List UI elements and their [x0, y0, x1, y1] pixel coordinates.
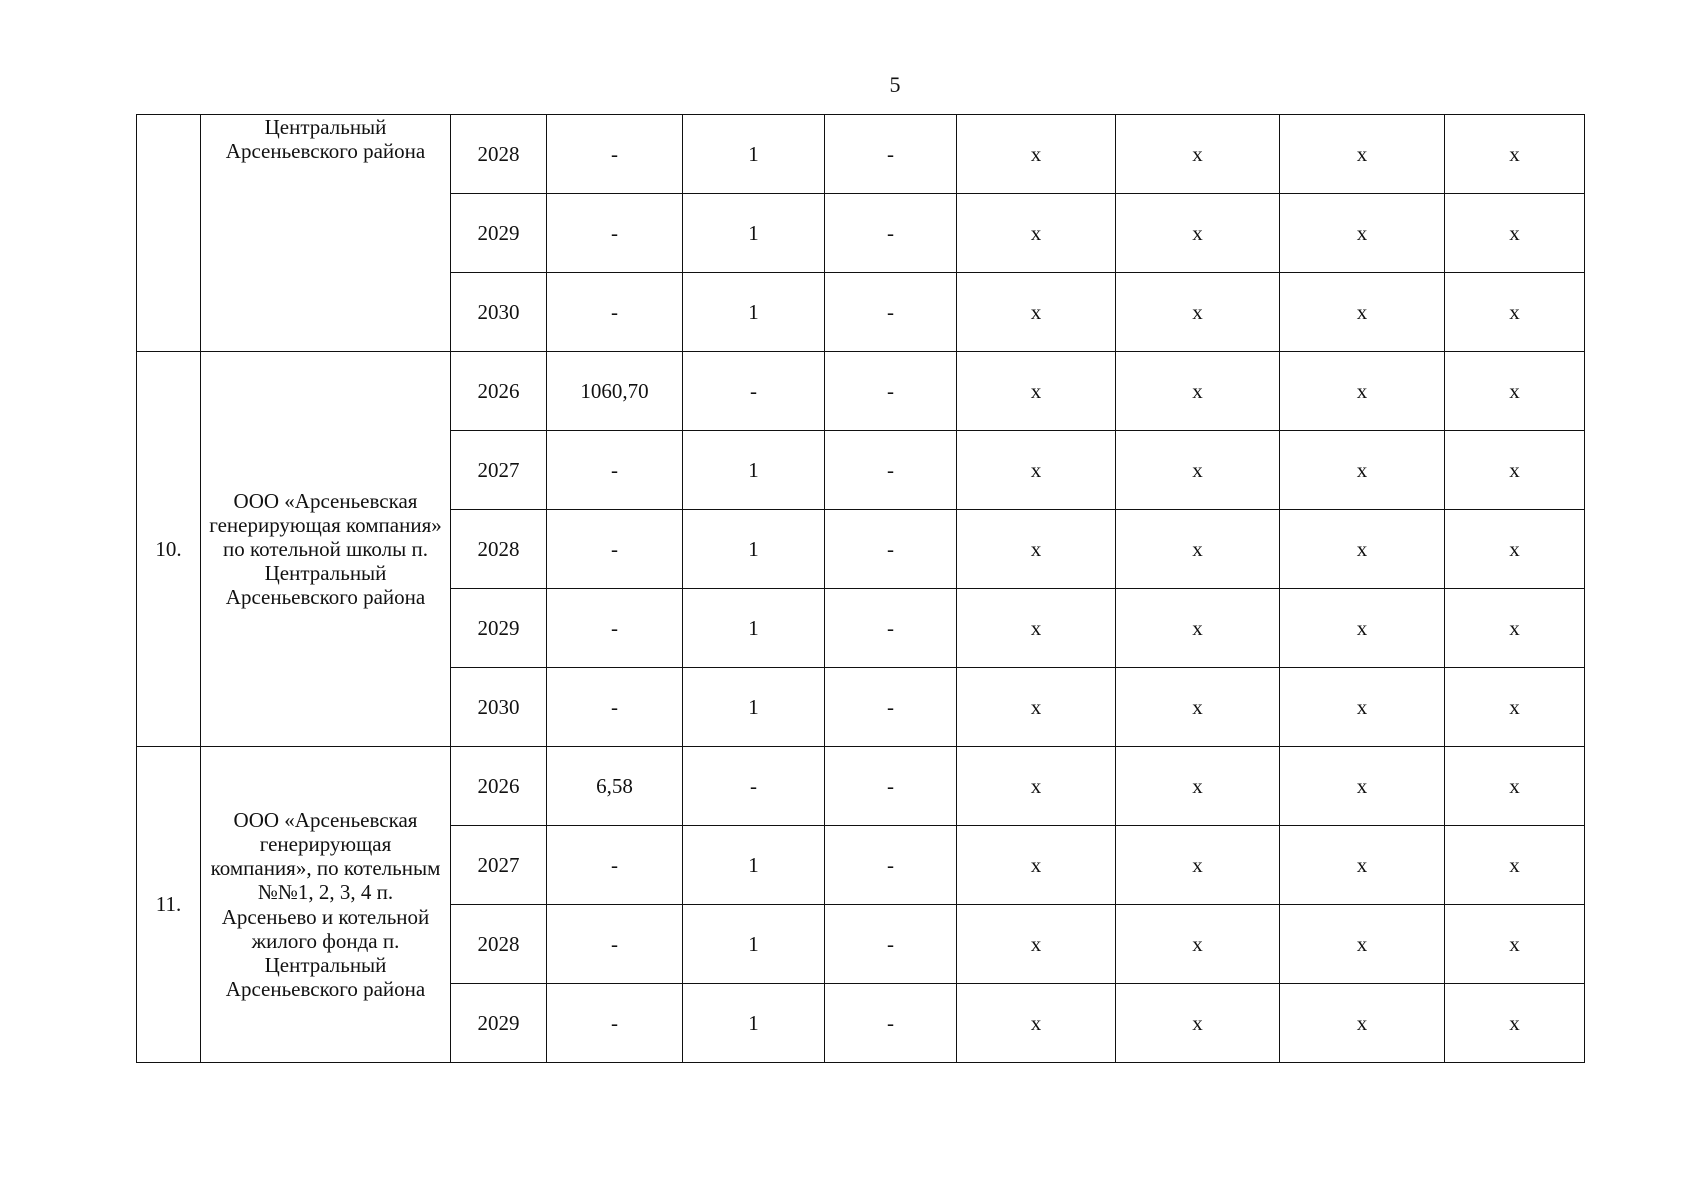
year-cell: 2028: [451, 115, 547, 194]
value-cell-c2: 1: [683, 668, 825, 747]
value-cell-c4: х: [957, 589, 1116, 668]
year-cell: 2028: [451, 905, 547, 984]
value-cell-c7: х: [1445, 431, 1585, 510]
value-cell-c7: х: [1445, 510, 1585, 589]
value-cell-c5: х: [1116, 115, 1280, 194]
value-cell-c4: х: [957, 984, 1116, 1063]
value-cell-c6: х: [1280, 352, 1445, 431]
year-cell: 2030: [451, 273, 547, 352]
value-cell-c1: -: [547, 589, 683, 668]
table-row: [137, 352, 1585, 431]
value-cell-c4: х: [957, 273, 1116, 352]
value-cell-c1: -: [547, 194, 683, 273]
value-cell-c4: х: [957, 905, 1116, 984]
value-cell-c5: х: [1116, 668, 1280, 747]
value-cell-c2: 1: [683, 826, 825, 905]
value-cell-c2: 1: [683, 984, 825, 1063]
value-cell-c1: -: [547, 984, 683, 1063]
value-cell-c4: х: [957, 194, 1116, 273]
value-cell-c3: -: [825, 747, 957, 826]
value-cell-c3: -: [825, 905, 957, 984]
value-cell-c6: х: [1280, 826, 1445, 905]
table-row: [137, 747, 1585, 826]
value-cell-c3: -: [825, 194, 957, 273]
year-cell: 2027: [451, 431, 547, 510]
row-number-cell: 11.: [137, 747, 201, 1063]
value-cell-c1: -: [547, 273, 683, 352]
value-cell-c3: -: [825, 668, 957, 747]
value-cell-c6: х: [1280, 747, 1445, 826]
value-cell-c6: х: [1280, 273, 1445, 352]
value-cell-c2: 1: [683, 510, 825, 589]
year-cell: 2028: [451, 510, 547, 589]
value-cell-c5: х: [1116, 194, 1280, 273]
value-cell-c6: х: [1280, 984, 1445, 1063]
value-cell-c4: х: [957, 747, 1116, 826]
value-cell-c5: х: [1116, 826, 1280, 905]
value-cell-c6: х: [1280, 431, 1445, 510]
value-cell-c1: -: [547, 510, 683, 589]
value-cell-c3: -: [825, 115, 957, 194]
row-number-cell: [137, 115, 201, 352]
year-cell: 2029: [451, 194, 547, 273]
value-cell-c6: х: [1280, 194, 1445, 273]
value-cell-c7: х: [1445, 984, 1585, 1063]
value-cell-c7: х: [1445, 668, 1585, 747]
table-body: [137, 115, 1585, 1063]
value-cell-c5: х: [1116, 984, 1280, 1063]
year-cell: 2029: [451, 984, 547, 1063]
value-cell-c3: -: [825, 352, 957, 431]
year-cell: 2029: [451, 589, 547, 668]
value-cell-c1: 1060,70: [547, 352, 683, 431]
value-cell-c6: х: [1280, 510, 1445, 589]
value-cell-c3: -: [825, 826, 957, 905]
value-cell-c3: -: [825, 273, 957, 352]
value-cell-c2: -: [683, 352, 825, 431]
year-cell: 2026: [451, 352, 547, 431]
value-cell-c3: -: [825, 431, 957, 510]
organization-cell: Центральный Арсеньевского района: [201, 115, 451, 352]
value-cell-c1: -: [547, 826, 683, 905]
row-number-cell: 10.: [137, 352, 201, 747]
value-cell-c4: х: [957, 115, 1116, 194]
value-cell-c5: х: [1116, 905, 1280, 984]
table-row: [137, 115, 1585, 194]
value-cell-c2: 1: [683, 115, 825, 194]
value-cell-c5: х: [1116, 352, 1280, 431]
value-cell-c5: х: [1116, 747, 1280, 826]
value-cell-c4: х: [957, 352, 1116, 431]
value-cell-c7: х: [1445, 826, 1585, 905]
value-cell-c7: х: [1445, 747, 1585, 826]
value-cell-c7: х: [1445, 905, 1585, 984]
value-cell-c4: х: [957, 431, 1116, 510]
value-cell-c4: х: [957, 510, 1116, 589]
value-cell-c1: -: [547, 668, 683, 747]
value-cell-c7: х: [1445, 273, 1585, 352]
value-cell-c6: х: [1280, 115, 1445, 194]
value-cell-c4: х: [957, 826, 1116, 905]
value-cell-c3: -: [825, 510, 957, 589]
page-number: 5: [889, 72, 901, 97]
year-cell: 2026: [451, 747, 547, 826]
organization-cell: ООО «Арсеньевская генерирующая компания», по котельным №№1, 2, 3, 4 п. Арсеньево и котельной жилого фонда п. Центральный Арсеньевского района: [201, 747, 451, 1063]
value-cell-c6: х: [1280, 905, 1445, 984]
value-cell-c7: х: [1445, 194, 1585, 273]
value-cell-c5: х: [1116, 273, 1280, 352]
value-cell-c6: х: [1280, 668, 1445, 747]
value-cell-c1: 6,58: [547, 747, 683, 826]
year-cell: 2027: [451, 826, 547, 905]
value-cell-c7: х: [1445, 352, 1585, 431]
value-cell-c2: 1: [683, 431, 825, 510]
value-cell-c4: х: [957, 668, 1116, 747]
value-cell-c7: х: [1445, 115, 1585, 194]
value-cell-c2: 1: [683, 273, 825, 352]
value-cell-c2: 1: [683, 194, 825, 273]
tariff-table: [136, 114, 1585, 1063]
value-cell-c1: -: [547, 431, 683, 510]
value-cell-c5: х: [1116, 510, 1280, 589]
value-cell-c1: -: [547, 115, 683, 194]
value-cell-c5: х: [1116, 431, 1280, 510]
value-cell-c3: -: [825, 589, 957, 668]
value-cell-c1: -: [547, 905, 683, 984]
value-cell-c2: 1: [683, 905, 825, 984]
value-cell-c2: 1: [683, 589, 825, 668]
value-cell-c6: х: [1280, 589, 1445, 668]
value-cell-c5: х: [1116, 589, 1280, 668]
value-cell-c7: х: [1445, 589, 1585, 668]
value-cell-c3: -: [825, 984, 957, 1063]
value-cell-c2: -: [683, 747, 825, 826]
year-cell: 2030: [451, 668, 547, 747]
organization-cell: ООО «Арсеньевская генерирующая компания» по котельной школы п. Центральный Арсеньевского района: [201, 352, 451, 747]
